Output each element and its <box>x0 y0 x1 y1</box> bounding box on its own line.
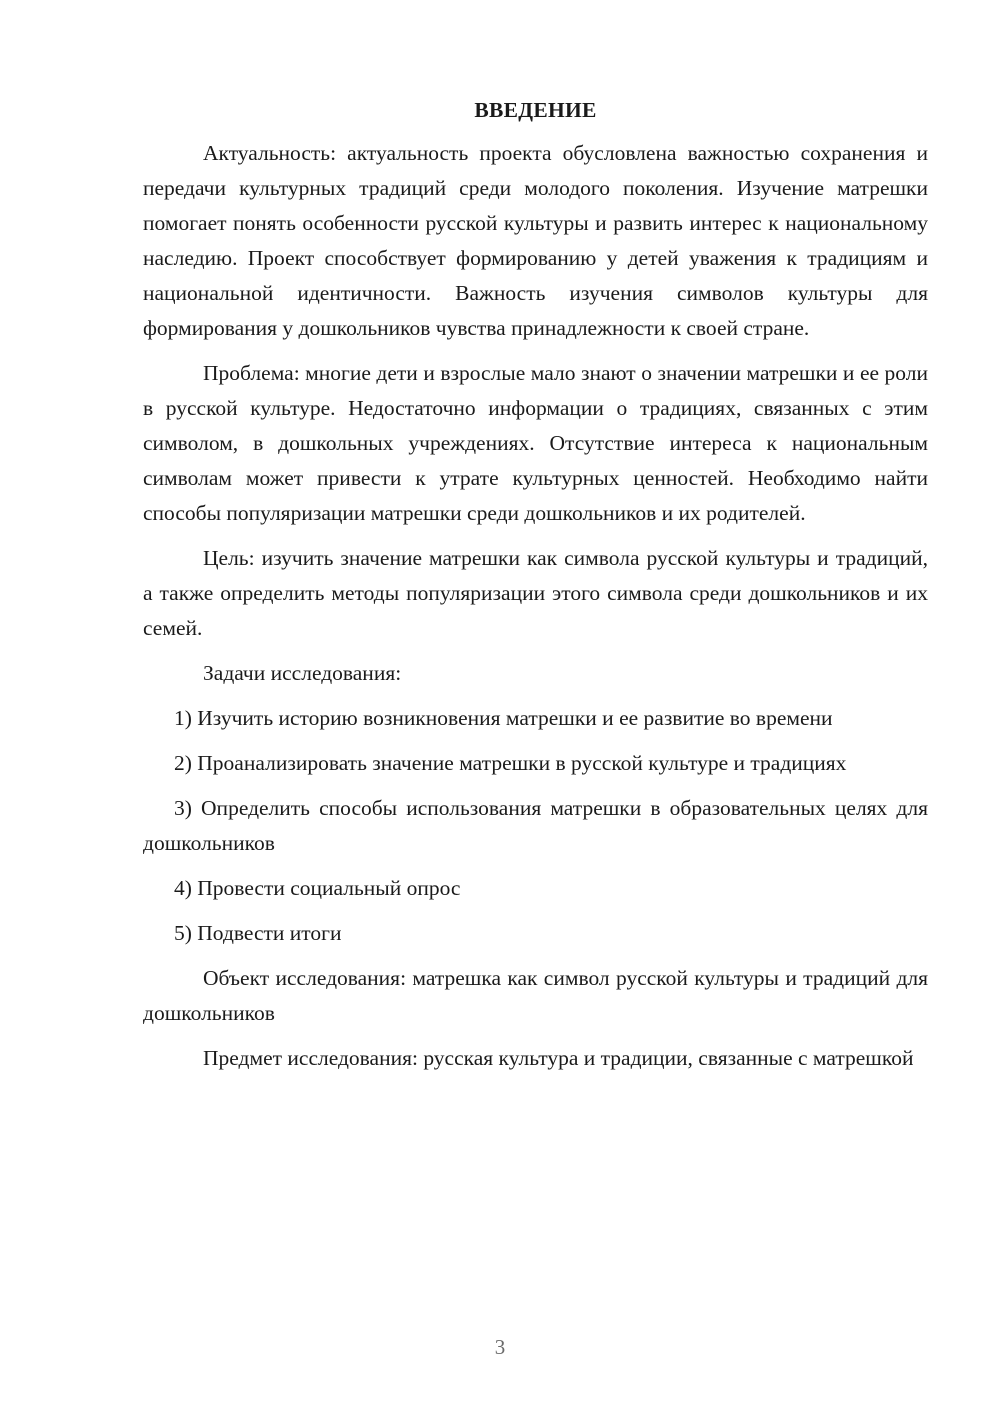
problem-paragraph: Проблема: многие дети и взрослые мало знают о значении матрешки и ее роли в русской культуре. Недостаточно информации о традициях, связанных с этим символом, в дошкольных учреждениях. Отсутствие интереса к национальным символам может привести к утрате культурных ценностей. Необходимо найти способы популяризации матрешки среди дошкольников и их родителей. <box>143 361 928 525</box>
subject-paragraph: Предмет исследования: русская культура и традиции, связанные с матрешкой <box>203 1046 914 1070</box>
task-item-4: 4) Провести социальный опрос <box>174 876 461 900</box>
object-paragraph: Объект исследования: матрешка как символ русской культуры и традиций для дошкольников <box>143 966 928 1025</box>
tasks-heading: Задачи исследования: <box>203 661 402 685</box>
page-number: 3 <box>494 1335 506 1359</box>
task-item-5: 5) Подвести итоги <box>174 921 342 945</box>
page-title: ВВЕДЕНИЕ <box>474 98 597 122</box>
task-item-1: 1) Изучить историю возникновения матрешки и ее развитие во времени <box>174 706 833 730</box>
page-content <box>143 93 928 1086</box>
task-item-3: 3) Определить способы использования матрешки в образовательных целях для дошкольников <box>143 796 928 855</box>
task-item-2: 2) Проанализировать значение матрешки в русской культуре и традициях <box>174 751 847 775</box>
relevance-paragraph: Актуальность: актуальность проекта обусловлена важностью сохранения и передачи культурных традиций среди молодого поколения. Изучение матрешки помогает понять особенности русской культуры и развить интерес к национальному наследию. Проект способствует формированию у детей уважения к традициям и национальной идентичности. Важность изучения символов культуры для формирования у дошкольников чувства принадлежности к своей стране. <box>143 141 928 340</box>
goal-paragraph: Цель: изучить значение матрешки как символа русской культуры и традиций, а также определить методы популяризации этого символа среди дошкольников и их семей. <box>143 546 928 640</box>
